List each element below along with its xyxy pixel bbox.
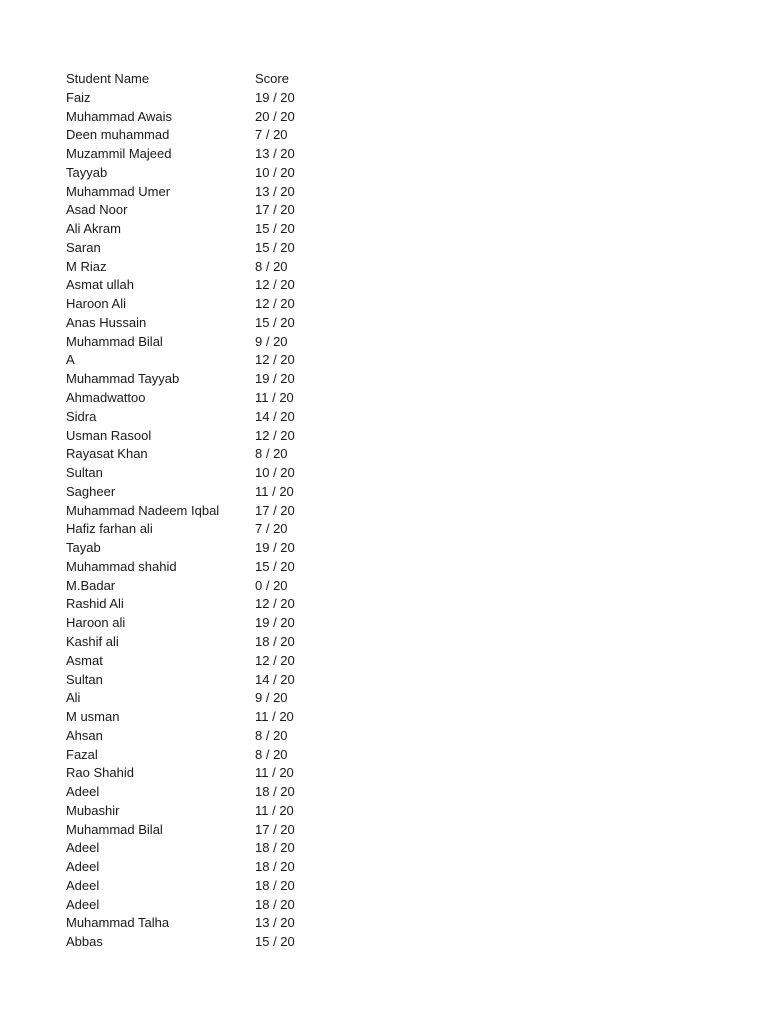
score-cell: 9 / 20 — [255, 333, 288, 349]
student-name-cell: Haroon ali — [66, 615, 126, 631]
student-name-cell: Asmat — [66, 652, 103, 668]
table-row — [66, 370, 386, 389]
table-row — [66, 351, 386, 370]
student-name-cell: Mubashir — [66, 802, 120, 818]
score-cell: 11 / 20 — [255, 709, 294, 725]
score-cell: 10 / 20 — [255, 164, 295, 180]
score-cell: 17 / 20 — [255, 821, 295, 837]
table-row — [66, 276, 386, 295]
table-row — [66, 427, 386, 446]
score-cell: 18 / 20 — [255, 896, 295, 912]
header-student-name: Student Name — [66, 71, 150, 86]
table-row — [66, 896, 386, 915]
table-header-row — [66, 70, 386, 89]
score-cell: 13 / 20 — [255, 915, 295, 931]
score-cell: 8 / 20 — [255, 727, 288, 743]
score-cell: 20 / 20 — [255, 108, 295, 124]
student-name-cell: Rashid Ali — [66, 596, 124, 612]
table-row — [66, 595, 386, 614]
table-row — [66, 802, 386, 821]
score-cell: 11 / 20 — [255, 390, 294, 406]
table-row — [66, 539, 386, 558]
table-row — [66, 839, 386, 858]
student-name-cell: Ali Akram — [66, 221, 121, 237]
score-cell: 10 / 20 — [255, 465, 295, 481]
score-cell: 17 / 20 — [255, 202, 295, 218]
student-name-cell: Fazal — [66, 746, 98, 762]
student-name-cell: Sultan — [66, 671, 103, 687]
student-name-cell: Muhammad Tayyab — [66, 371, 180, 387]
student-name-cell: Sagheer — [66, 483, 116, 499]
student-name-cell: Usman Rasool — [66, 427, 152, 443]
table-row — [66, 933, 386, 952]
table-row — [66, 164, 386, 183]
table-row — [66, 89, 386, 108]
score-cell: 18 / 20 — [255, 859, 295, 875]
table-row — [66, 314, 386, 333]
table-row — [66, 558, 386, 577]
student-name-cell: Muzammil Majeed — [66, 146, 172, 162]
table-row — [66, 821, 386, 840]
score-cell: 12 / 20 — [255, 596, 295, 612]
student-name-cell: M Riaz — [66, 258, 107, 274]
table-row — [66, 502, 386, 521]
score-cell: 13 / 20 — [255, 183, 295, 199]
score-cell: 9 / 20 — [255, 690, 288, 706]
score-cell: 15 / 20 — [255, 934, 295, 950]
student-name-cell: M usman — [66, 709, 120, 725]
table-row — [66, 333, 386, 352]
student-name-cell: Sultan — [66, 465, 103, 481]
score-cell: 15 / 20 — [255, 314, 295, 330]
score-cell: 15 / 20 — [255, 221, 295, 237]
table-row — [66, 708, 386, 727]
table-row — [66, 858, 386, 877]
score-cell: 18 / 20 — [255, 840, 295, 856]
table-row — [66, 108, 386, 127]
score-cell: 19 / 20 — [255, 540, 295, 556]
score-cell: 8 / 20 — [255, 258, 288, 274]
student-name-cell: Asmat ullah — [66, 277, 134, 293]
score-cell: 12 / 20 — [255, 277, 295, 293]
table-row — [66, 520, 386, 539]
score-cell: 7 / 20 — [255, 127, 288, 143]
student-name-cell: Muhammad Umer — [66, 183, 171, 199]
student-name-cell: Muhammad Talha — [66, 915, 170, 931]
table-row — [66, 258, 386, 277]
student-name-cell: Asad Noor — [66, 202, 128, 218]
score-cell: 18 / 20 — [255, 877, 295, 893]
student-name-cell: Ahmadwattoo — [66, 390, 146, 406]
student-name-cell: M.Badar — [66, 577, 116, 593]
student-name-cell: Saran — [66, 239, 101, 255]
score-cell: 0 / 20 — [255, 577, 288, 593]
table-row — [66, 445, 386, 464]
student-name-cell: Faiz — [66, 89, 91, 105]
score-cell: 11 / 20 — [255, 765, 294, 781]
student-name-cell: A — [66, 352, 75, 368]
score-cell: 12 / 20 — [255, 352, 295, 368]
table-row — [66, 201, 386, 220]
table-row — [66, 614, 386, 633]
student-name-cell: Ahsan — [66, 727, 103, 743]
table-row — [66, 727, 386, 746]
student-name-cell: Rao Shahid — [66, 765, 134, 781]
table-row — [66, 746, 386, 765]
table-row — [66, 577, 386, 596]
table-row — [66, 464, 386, 483]
student-name-cell: Adeel — [66, 896, 100, 912]
table-row — [66, 408, 386, 427]
student-name-cell: Adeel — [66, 859, 100, 875]
student-name-cell: Tayab — [66, 540, 101, 556]
student-name-cell: Anas Hussain — [66, 314, 147, 330]
table-row — [66, 295, 386, 314]
student-name-cell: Adeel — [66, 877, 100, 893]
student-name-cell: Sidra — [66, 408, 97, 424]
student-name-cell: Muhammad Nadeem Iqbal — [66, 502, 220, 518]
score-cell: 14 / 20 — [255, 408, 295, 424]
student-name-cell: Abbas — [66, 934, 103, 950]
score-cell: 11 / 20 — [255, 483, 294, 499]
score-cell: 18 / 20 — [255, 784, 295, 800]
student-name-cell: Haroon Ali — [66, 296, 126, 312]
score-cell: 12 / 20 — [255, 296, 295, 312]
score-cell: 14 / 20 — [255, 671, 295, 687]
score-cell: 8 / 20 — [255, 746, 288, 762]
score-cell: 15 / 20 — [255, 558, 295, 574]
table-row — [66, 126, 386, 145]
table-row — [66, 145, 386, 164]
table-row — [66, 652, 386, 671]
score-cell: 8 / 20 — [255, 446, 288, 462]
student-name-cell: Adeel — [66, 784, 100, 800]
table-row — [66, 783, 386, 802]
score-cell: 11 / 20 — [255, 802, 294, 818]
table-row — [66, 389, 386, 408]
score-cell: 17 / 20 — [255, 502, 295, 518]
score-cell: 12 / 20 — [255, 652, 295, 668]
score-cell: 19 / 20 — [255, 89, 295, 105]
student-name-cell: Muhammad shahid — [66, 558, 177, 574]
student-name-cell: Muhammad Awais — [66, 108, 172, 124]
table-row — [66, 633, 386, 652]
student-name-cell: Hafiz farhan ali — [66, 521, 153, 537]
student-name-cell: Muhammad Bilal — [66, 333, 163, 349]
header-score: Score — [255, 71, 289, 86]
table-row — [66, 689, 386, 708]
score-cell: 7 / 20 — [255, 521, 288, 537]
student-name-cell: Tayyab — [66, 164, 108, 180]
score-cell: 13 / 20 — [255, 146, 295, 162]
score-cell: 15 / 20 — [255, 239, 295, 255]
score-cell: 19 / 20 — [255, 371, 295, 387]
student-name-cell: Muhammad Bilal — [66, 821, 163, 837]
student-name-cell: Deen muhammad — [66, 127, 170, 143]
table-row — [66, 183, 386, 202]
score-table — [66, 70, 386, 952]
student-name-cell: Kashif ali — [66, 633, 119, 649]
table-row — [66, 914, 386, 933]
table-row — [66, 671, 386, 690]
student-name-cell: Adeel — [66, 840, 100, 856]
score-cell: 19 / 20 — [255, 615, 295, 631]
score-cell: 12 / 20 — [255, 427, 295, 443]
score-cell: 18 / 20 — [255, 633, 295, 649]
table-row — [66, 877, 386, 896]
student-name-cell: Ali — [66, 690, 81, 706]
table-row — [66, 764, 386, 783]
table-body — [66, 89, 386, 952]
student-name-cell: Rayasat Khan — [66, 446, 148, 462]
table-row — [66, 220, 386, 239]
table-row — [66, 483, 386, 502]
table-row — [66, 239, 386, 258]
